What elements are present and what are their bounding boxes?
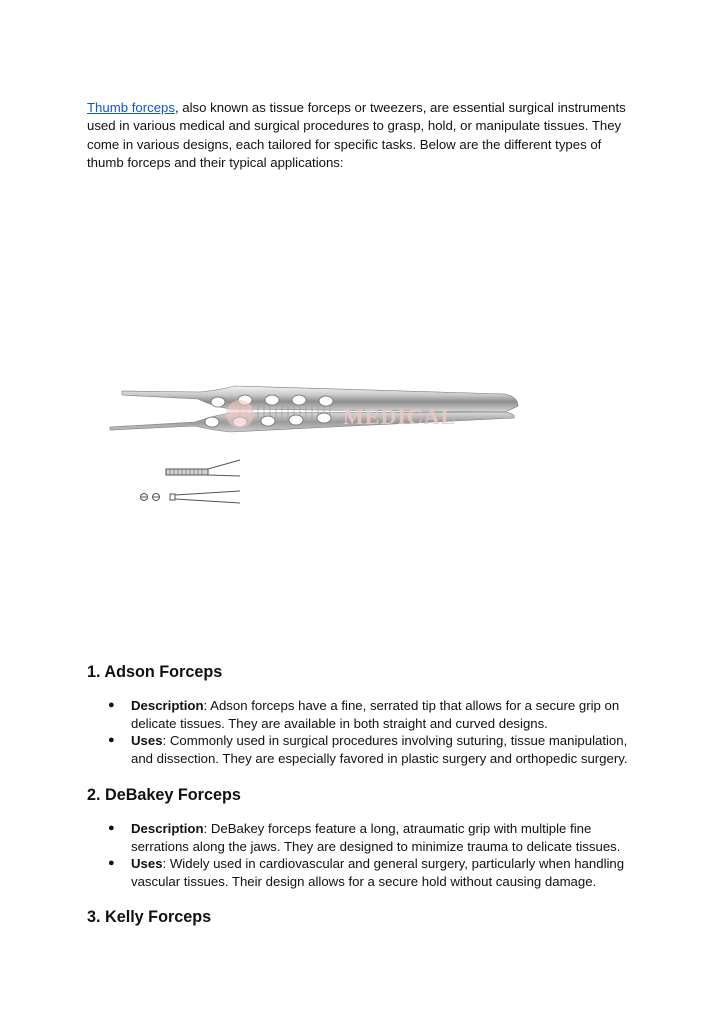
list-item <box>87 697 647 732</box>
item-label: Uses <box>131 733 163 748</box>
section-heading: 2. DeBakey Forceps <box>87 786 241 804</box>
list-item <box>87 820 647 855</box>
item-label: Description <box>131 698 204 713</box>
item-text: : DeBakey forceps feature a long, atraumatic grip with multiple fine serrations along the jaws. They are designed to minimize trauma to delicate tissues. <box>131 821 621 854</box>
item-text: : Widely used in cardiovascular and general surgery, particularly when handling vascular tissues. Their design allows for a secure hold without causing damage. <box>131 856 625 889</box>
tip-profile-diagram <box>140 491 240 503</box>
list-item <box>87 855 647 890</box>
section-debakey-forceps <box>87 785 647 890</box>
forceps-illustration <box>100 372 540 512</box>
item-label: Uses <box>131 856 163 871</box>
bullet-icon: ● <box>108 699 115 711</box>
thumb-forceps-link[interactable]: Thumb forceps <box>87 100 175 115</box>
item-text: : Adson forceps have a fine, serrated tip that allows for a secure grip on delicate tissues. They are available in both straight and curved designs. <box>131 698 620 731</box>
section-heading: 1. Adson Forceps <box>87 663 223 681</box>
watermark-text: MEDICAL <box>343 404 457 429</box>
item-text: : Commonly used in surgical procedures involving suturing, tissue manipulation, and dissection. They are especially favored in plastic surgery and orthopedic surgery. <box>131 733 628 766</box>
intro-paragraph <box>87 99 639 173</box>
bullet-icon: ● <box>108 822 115 834</box>
bullet-icon: ● <box>108 857 115 869</box>
section-adson-forceps <box>87 662 647 767</box>
section-kelly-forceps <box>87 907 647 927</box>
bullet-icon: ● <box>108 734 115 746</box>
list-item <box>87 732 647 767</box>
watermark-logo-icon <box>226 400 254 428</box>
tip-detail-diagram <box>166 460 240 476</box>
item-label: Description <box>131 821 204 836</box>
bullet-list <box>87 820 647 890</box>
bullet-list <box>87 697 647 767</box>
section-heading: 3. Kelly Forceps <box>87 908 212 926</box>
intro-text: , also known as tissue forceps or tweezers, are essential surgical instruments used in various medical and surgical procedures to grasp, hold, or manipulate tissues. They come in various designs, each tailored for specific tasks. Below are the different types of thumb forceps and their typical applications: <box>87 100 626 171</box>
adson-forceps-image <box>100 372 540 512</box>
